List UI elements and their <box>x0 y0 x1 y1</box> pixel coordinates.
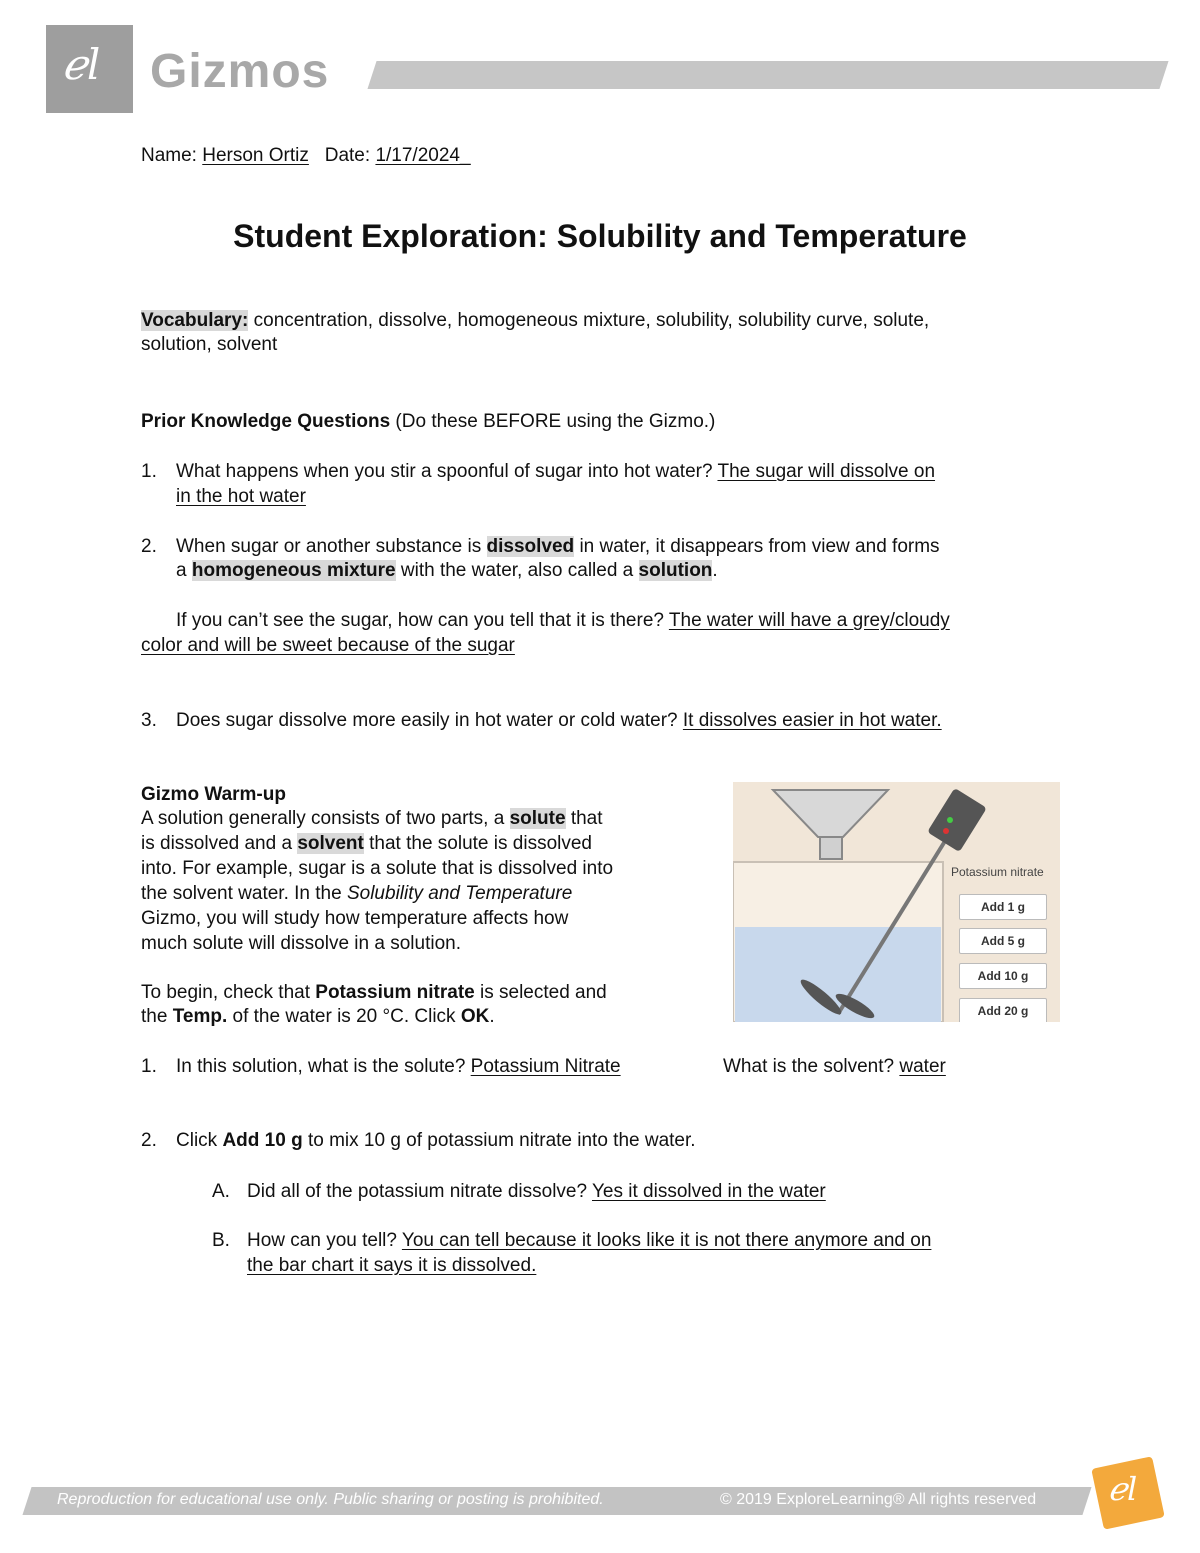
wq2b-answer-cont: the bar chart it says it is dissolved. <box>247 1255 537 1276</box>
warmup-p4: the solvent water. In the Solubility and Temperature <box>141 883 573 904</box>
add-10g-button: Add 10 g <box>959 963 1047 989</box>
wq1-text: In this solution, what is the solute? Potassium Nitrate <box>176 1056 621 1077</box>
vocab-line-2: solution, solvent <box>141 334 278 355</box>
gizmo-screenshot <box>733 782 1060 1022</box>
wq2b-label: B. <box>212 1230 230 1251</box>
q2-answer-cont: color and will be sweet because of the sugar <box>141 635 515 656</box>
q2-number: 2. <box>141 536 157 557</box>
q2-answer: The water will have a grey/cloudy <box>668 610 950 631</box>
name-label: Name: <box>141 145 197 166</box>
vocab-line-1: Vocabulary: concentration, dissolve, homogeneous mixture, solubility, solubility curve, solute, <box>141 310 930 331</box>
footer-copyright: © 2019 ExploreLearning® All rights reserved <box>720 1491 1037 1508</box>
wq2-number: 2. <box>141 1130 157 1151</box>
add-1g-button: Add 1 g <box>959 894 1047 920</box>
date-label: Date: <box>324 145 371 166</box>
wq2-text: Click Add 10 g to mix 10 g of potassium nitrate into the water. <box>176 1130 696 1151</box>
q2-line-1: When sugar or another substance is dissolved in water, it disappears from view and forms <box>176 536 940 557</box>
q1-answer: The sugar will dissolve on <box>717 461 936 482</box>
warmup-p2: is dissolved and a solvent that the solute is dissolved <box>141 833 592 854</box>
add-20g-button: Add 20 g <box>959 998 1047 1022</box>
wq2a-answer: Yes it dissolved in the water <box>592 1181 826 1202</box>
add-5g-button: Add 5 g <box>959 928 1047 954</box>
q1-text: What happens when you stir a spoonful of sugar into hot water? The sugar will dissolve on <box>176 461 936 482</box>
wq1-number: 1. <box>141 1056 157 1077</box>
wq2a-text: Did all of the potassium nitrate dissolve? Yes it dissolved in the water <box>247 1181 826 1202</box>
wq1-solvent: What is the solvent? water <box>723 1056 946 1077</box>
vocab-label: Vocabulary: <box>141 310 249 331</box>
wq2b-text: How can you tell? You can tell because it looks like it is not there anymore and on <box>247 1230 932 1251</box>
q3-text: Does sugar dissolve more easily in hot water or cold water? It dissolves easier in hot water. <box>176 710 942 731</box>
q3-answer: It dissolves easier in hot water. <box>682 710 942 731</box>
explorelearning-logo-icon: ℯl <box>62 40 101 89</box>
warmup-p5: Gizmo, you will study how temperature affects how <box>141 908 569 929</box>
page-title: Student Exploration: Solubility and Temperature <box>233 218 967 254</box>
warmup-p3: into. For example, sugar is a solute that is dissolved into <box>141 858 614 879</box>
footer-disclaimer: Reproduction for educational use only. Public sharing or posting is prohibited. <box>57 1491 604 1508</box>
prior-heading: Prior Knowledge Questions (Do these BEFORE using the Gizmo.) <box>141 411 716 432</box>
wq1-solvent-answer: water <box>899 1056 946 1077</box>
header-bar <box>367 61 1168 89</box>
q3-number: 3. <box>141 710 157 731</box>
warmup-p1: A solution generally consists of two parts, a solute that <box>141 808 603 829</box>
warmup-p8: the Temp. of the water is 20 °C. Click OK. <box>141 1006 495 1027</box>
name-date-row <box>141 143 471 168</box>
warmup-p7: To begin, check that Potassium nitrate is selected and <box>141 982 607 1003</box>
brand-title: Gizmos <box>150 45 330 98</box>
date-value: 1/17/2024_ <box>375 145 471 166</box>
wq1-answer: Potassium Nitrate <box>470 1056 621 1077</box>
wq2a-label: A. <box>212 1181 230 1202</box>
wq2b-answer: You can tell because it looks like it is not there anymore and on <box>401 1230 932 1251</box>
q2-sub-question: If you can’t see the sugar, how can you tell that it is there? The water will have a grey/cloudy <box>176 610 950 631</box>
warmup-heading: Gizmo Warm-up <box>141 784 286 805</box>
q1-number: 1. <box>141 461 157 482</box>
q2-line-2: a homogeneous mixture with the water, also called a solution. <box>176 560 718 581</box>
name-value: Herson Ortiz <box>202 145 309 166</box>
q1-answer-cont: in the hot water <box>176 486 306 507</box>
substance-label: Potassium nitrate <box>951 865 1044 879</box>
warmup-p6: much solute will dissolve in a solution. <box>141 933 461 954</box>
explorelearning-badge-icon: ℯl <box>1108 1470 1138 1508</box>
